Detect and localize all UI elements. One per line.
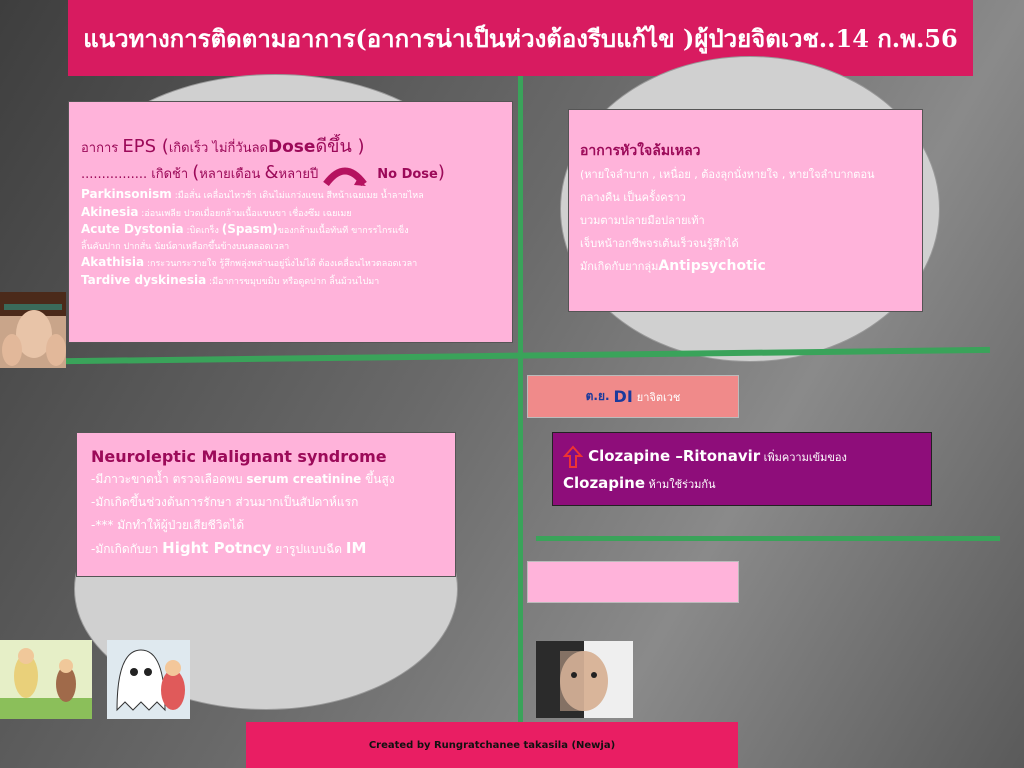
clozapine-line-2: Clozapine ห้ามใช้ร่วมกัน — [563, 474, 716, 492]
eps-item-dystonia: Acute Dystonia :บิดเกร็ง (Spasm)ของกล้ามเนื้อทันที ขากรรไกรแข็ง — [81, 221, 409, 236]
di-label: ต.ย. DI ยาจิตเวช — [527, 375, 739, 418]
divider-short — [536, 536, 1000, 541]
divider-vertical — [518, 76, 523, 722]
eps-item-akathisia: Akathisia :กระวนกระวายใจ รู้สึกพลุ่งพล่านอยู่นิ่งไม่ได้ ต้องเคลื่อนไหวตลอดเวลา — [81, 255, 418, 270]
eps-title-fast: เกิดเร็ว ไม่กี่วันลด — [168, 141, 269, 156]
cartoon-ghost-image — [107, 640, 190, 719]
heart-line: เจ็บหน้าอกชีพจรเต้นเร็วจนรู้สึกได้ — [580, 237, 739, 250]
eps-title-dose: Dose — [268, 137, 316, 157]
eps-item-parkinsonism: Parkinsonism :มือสั่น เคลื่อนไหวช้า เดินไม่แกว่งแขน สีหน้าเฉยเมย น้ำลายไหล — [81, 187, 424, 202]
heart-line: กลางคืน เป็นครั้งคราว — [580, 191, 686, 204]
split-face-image — [536, 641, 633, 718]
eps-slow-prefix: ................ เกิดช้า — [81, 167, 193, 183]
eps-item-dystonia-cont: ลิ้นคับปาก ปากสั่น นัยน์ตาเหลือกขึ้นข้างบนตลอดเวลา — [81, 242, 290, 253]
footer-credit: Created by Rungratchanee takasila (Newja) — [246, 722, 738, 768]
eps-title-eps: EPS ( — [122, 136, 169, 157]
worried-woman-image — [0, 292, 66, 368]
eps-item-tardive: Tardive dyskinesia :มีอาการขมุบขมิบ หรือดูดปาก ลิ้นม้วนไปมา — [81, 272, 380, 287]
heart-cause-line: มักเกิดกับยากลุ่มAntipsychotic — [580, 258, 766, 274]
clozapine-line-1: Clozapine –Ritonavir เพิ่มความเข้มของ — [563, 443, 921, 470]
heart-title: อาการหัวใจล้มเหลว — [580, 143, 701, 159]
eps-panel — [68, 101, 513, 343]
heart-failure-panel — [568, 109, 923, 312]
nms-panel — [76, 432, 456, 577]
eps-slow-row — [81, 160, 502, 186]
nms-line-4: -มักเกิดกับยา Hight Potncy ยารูปแบบฉีด IM — [91, 539, 367, 557]
eps-slow-years: หลายปี — [278, 167, 319, 183]
nms-line-1: -มีภาวะขาดน้ำ ตรวจเลือดพบ serum creatinine ขึ้นสูง — [91, 472, 395, 486]
nms-line-3: -*** มักทำให้ผู้ป่วยเสียชีวิตได้ — [91, 518, 245, 532]
heart-line: บวมตามปลายมือปลายเท้า — [580, 214, 705, 227]
eps-no-dose: No Dose — [377, 167, 438, 183]
cartoon-characters-image — [0, 640, 92, 719]
empty-pink-box — [527, 561, 739, 603]
eps-slow-months: หลายเดือน — [199, 167, 265, 183]
eps-slow-amp: & — [264, 162, 279, 184]
up-arrow-icon — [563, 445, 583, 469]
clozapine-interaction-box — [552, 432, 932, 506]
nms-title: Neuroleptic Malignant syndrome — [91, 447, 387, 466]
nms-line-2: -มักเกิดขึ้นช่วงต้นการรักษา ส่วนมากเป็นสัปดาห์แรก — [91, 495, 359, 509]
eps-slow-open: ( — [192, 162, 200, 184]
slide-title: แนวทางการติดตามอาการ(อาการน่าเป็นห่วงต้องรีบแก้ไข )ผู้ป่วยจิตเวช..14 ก.พ.56 — [68, 0, 973, 76]
eps-item-akinesia: Akinesia :อ่อนเพลีย ปวดเมื่อยกล้ามเนื้อแขนขา เชื่องซึม เฉยเมย — [81, 204, 352, 219]
divider-horizontal — [0, 347, 990, 365]
eps-title-prefix: อาการ — [81, 141, 123, 156]
curved-arrow-icon — [322, 164, 368, 186]
eps-title-better: ดีขึ้น ) — [315, 136, 365, 157]
heart-line: (หายใจลำบาก , เหนื่อย , ต้องลุกนั่งหายใจ , หายใจลำบากตอน — [580, 168, 875, 181]
eps-slow-close: ) — [437, 162, 445, 184]
eps-title-row — [81, 134, 502, 160]
